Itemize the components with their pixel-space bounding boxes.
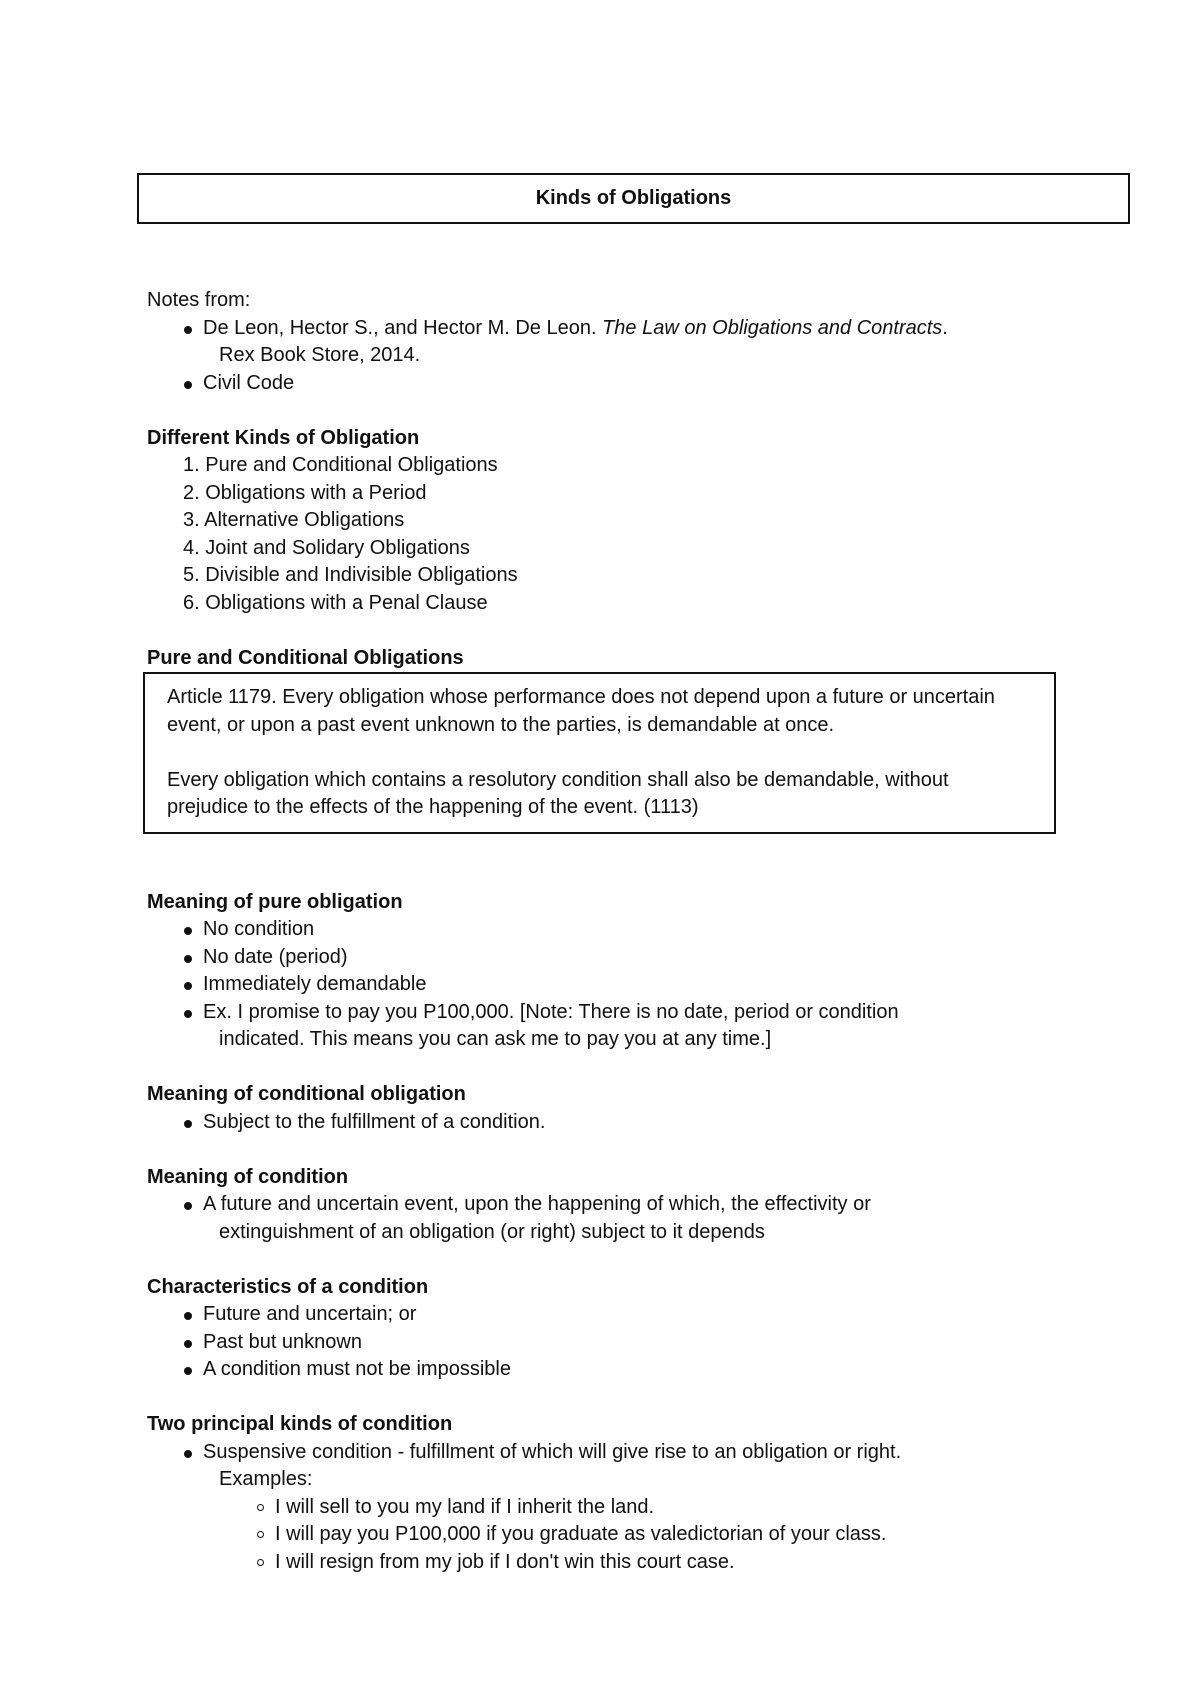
examples-list [147, 1494, 1107, 1577]
circle-bullet-icon [257, 1531, 264, 1538]
circle-bullet-icon [257, 1504, 264, 1511]
bullet-icon [184, 326, 192, 334]
list-item-text: No date (period) [203, 945, 348, 968]
section-heading: Characteristics of a condition [147, 1275, 429, 1298]
list-item: 2. Obligations with a Period [183, 481, 427, 504]
bullet-icon [184, 1010, 192, 1018]
list-item-text: I will resign from my job if I don't win this court case. [275, 1550, 735, 1573]
source-text: Civil Code [203, 371, 295, 394]
bullet-icon [184, 1202, 192, 1210]
source-title: The Law on Obligations and Contracts [602, 316, 943, 339]
section-heading: Different Kinds of Obligation [147, 426, 420, 449]
examples-label: Examples: [219, 1468, 313, 1490]
article-box [143, 672, 1056, 834]
section-heading: Meaning of pure obligation [147, 890, 403, 913]
list-item [147, 1439, 1107, 1467]
list-item-text: Subject to the fulfillment of a condition. [203, 1110, 546, 1133]
list-item: 5. Divisible and Indivisible Obligations [183, 564, 518, 586]
list-item: 1. Pure and Conditional Obligations [183, 454, 498, 476]
list-item-text: Immediately demandable [203, 973, 427, 995]
list-item [147, 1356, 1107, 1384]
article-paragraph: Every obligation which contains a resolutory condition shall also be demandable, without prejudice to the effects of the happening of the event. (1113) [167, 768, 949, 818]
list-item [147, 1549, 1107, 1577]
list-item [147, 315, 1107, 370]
article-paragraph: Article 1179. Every obligation whose performance does not depend upon a future or uncertain event, or upon a past event unknown to the parties, is demandable at once. [167, 686, 995, 736]
source-publisher: Rex Book Store, 2014. [219, 344, 421, 366]
list-item-text: A future and uncertain event, upon the happening of which, the effectivity or [203, 1193, 871, 1215]
list-item [147, 1521, 1107, 1549]
bullet-icon [184, 982, 192, 990]
list-item-text: A condition must not be impossible [203, 1358, 511, 1380]
bullet-icon [184, 1340, 192, 1348]
bullet-icon [184, 1367, 192, 1375]
document-title: Kinds of Obligations [535, 186, 732, 209]
list-item-text: Ex. I promise to pay you P100,000. [Note: There is no date, period or condition [203, 1000, 899, 1023]
list-item [147, 1301, 1107, 1329]
bullet-icon [184, 381, 192, 389]
bullet-icon [184, 1312, 192, 1320]
list-item [147, 971, 1107, 999]
list-item [147, 999, 1107, 1054]
list-item: 3. Alternative Obligations [183, 509, 405, 531]
circle-bullet-icon [257, 1559, 264, 1566]
characteristics-list [147, 1301, 1107, 1384]
section-heading: Pure and Conditional Obligations [147, 646, 464, 669]
list-item-text: No condition [203, 918, 315, 940]
source-prefix: De Leon, Hector S., and Hector M. De Leon. [203, 316, 603, 339]
list-item-text: Suspensive condition - fulfillment of which will give rise to an obligation or right. [203, 1440, 902, 1463]
section-heading: Meaning of conditional obligation [147, 1083, 466, 1105]
bullet-icon [184, 1120, 192, 1128]
list-item [147, 1191, 1107, 1246]
document-title-box [137, 173, 1130, 224]
list-item: 6. Obligations with a Penal Clause [183, 591, 488, 614]
principal-kinds-list [147, 1439, 1107, 1467]
sources-list [147, 315, 1107, 398]
bullet-icon [184, 1450, 192, 1458]
bullet-icon [184, 927, 192, 935]
source-suffix: . [942, 316, 948, 339]
list-item-continuation: extinguishment of an obligation (or right) subject to it depends [219, 1220, 765, 1243]
pure-meaning-list [147, 916, 1107, 1054]
list-item-continuation: indicated. This means you can ask me to pay you at any time.] [219, 1028, 772, 1050]
list-item-text: I will sell to you my land if I inherit the land. [275, 1495, 655, 1518]
condition-meaning-list [147, 1191, 1107, 1246]
list-item [147, 1329, 1107, 1357]
list-item [147, 944, 1107, 972]
kinds-list [147, 452, 1107, 617]
list-item [147, 916, 1107, 944]
list-item: 4. Joint and Solidary Obligations [183, 536, 470, 559]
bullet-icon [184, 955, 192, 963]
list-item [147, 1494, 1107, 1522]
list-item-text: Past but unknown [203, 1330, 362, 1353]
section-heading: Meaning of condition [147, 1165, 349, 1188]
list-item-text: Future and uncertain; or [203, 1303, 417, 1325]
list-item [147, 1109, 1107, 1137]
conditional-meaning-list [147, 1109, 1107, 1137]
document-body [147, 287, 1107, 1576]
list-item [147, 370, 1107, 398]
notes-label: Notes from: [147, 289, 251, 311]
list-item-text: I will pay you P100,000 if you graduate as valedictorian of your class. [275, 1523, 887, 1545]
section-heading: Two principal kinds of condition [147, 1413, 453, 1435]
